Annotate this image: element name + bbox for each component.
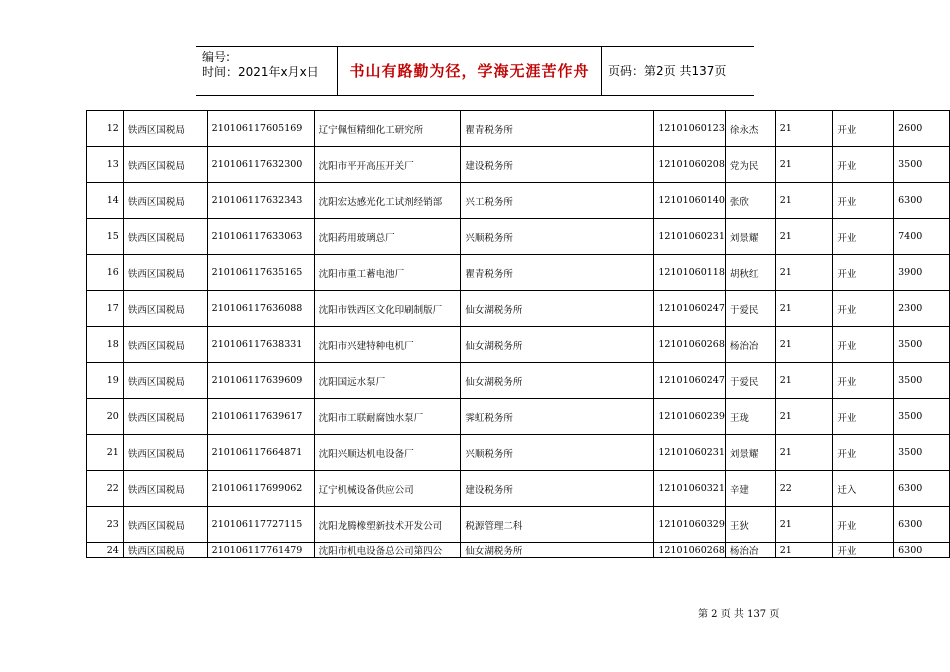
company-name-cell: 沈阳市平开高压开关厂 [314, 147, 461, 183]
tax-office-cell: 铁西区国税局 [123, 255, 207, 291]
type-code-cell: 21 [775, 147, 833, 183]
company-name-cell: 沈阳国远水泵厂 [314, 363, 461, 399]
table-row [87, 291, 950, 327]
type-code-cell: 21 [775, 435, 833, 471]
status-cell: 开业 [833, 363, 894, 399]
amount-cell: 2300 [894, 291, 950, 327]
tax-bureau-cell: 仙女湖税务所 [461, 291, 654, 327]
officer-name-cell: 于爱民 [725, 363, 775, 399]
type-code-cell: 21 [775, 399, 833, 435]
status-cell: 开业 [833, 435, 894, 471]
table-row [87, 363, 950, 399]
table-row [87, 183, 950, 219]
officer-name-cell: 刘景耀 [725, 435, 775, 471]
type-code-cell: 21 [775, 291, 833, 327]
amount-cell: 7400 [894, 219, 950, 255]
taxpayer-code-cell: 210106117605169 [207, 111, 314, 147]
tax-office-cell: 铁西区国税局 [123, 111, 207, 147]
tax-office-cell: 铁西区国税局 [123, 507, 207, 543]
company-name-cell: 辽宁佩恒精细化工研究所 [314, 111, 461, 147]
company-name-cell: 沈阳市机电设备总公司第四公 [314, 543, 461, 558]
taxpayer-code-cell: 210106117639609 [207, 363, 314, 399]
status-cell: 开业 [833, 147, 894, 183]
officer-id-cell: 12101060247 [654, 363, 726, 399]
tax-office-cell: 铁西区国税局 [123, 183, 207, 219]
officer-name-cell: 王狄 [725, 507, 775, 543]
officer-id-cell: 12101060231 [654, 219, 726, 255]
status-cell: 开业 [833, 543, 894, 558]
amount-cell: 3500 [894, 399, 950, 435]
table-row [87, 147, 950, 183]
amount-cell: 3900 [894, 255, 950, 291]
header-motto: 书山有路勤为径，学海无涯苦作舟 [349, 62, 590, 80]
tax-office-cell: 铁西区国税局 [123, 435, 207, 471]
row-index-cell: 22 [87, 471, 124, 507]
amount-cell: 6300 [894, 183, 950, 219]
taxpayer-code-cell: 210106117664871 [207, 435, 314, 471]
company-name-cell: 沈阳兴顺达机电设备厂 [314, 435, 461, 471]
amount-cell: 3500 [894, 147, 950, 183]
table-row [87, 327, 950, 363]
officer-id-cell: 12101060321 [654, 471, 726, 507]
taxpayer-code-cell: 210106117761479 [207, 543, 314, 558]
taxpayer-code-cell: 210106117699062 [207, 471, 314, 507]
row-index-cell: 24 [87, 543, 124, 558]
tax-bureau-cell: 瞿青税务所 [461, 111, 654, 147]
table-row [87, 219, 950, 255]
taxpayer-code-cell: 210106117638331 [207, 327, 314, 363]
tax-office-cell: 铁西区国税局 [123, 543, 207, 558]
company-name-cell: 辽宁机械设备供应公司 [314, 471, 461, 507]
row-index-cell: 15 [87, 219, 124, 255]
taxpayer-code-cell: 210106117635165 [207, 255, 314, 291]
officer-id-cell: 12101060118 [654, 255, 726, 291]
amount-cell: 3500 [894, 435, 950, 471]
header-divider [601, 47, 602, 95]
officer-name-cell: 杨治冶 [725, 327, 775, 363]
status-cell: 开业 [833, 111, 894, 147]
tax-bureau-cell: 仙女湖税务所 [461, 363, 654, 399]
company-name-cell: 沈阳市铁西区文化印刷制版厂 [314, 291, 461, 327]
row-index-cell: 17 [87, 291, 124, 327]
header-bottom-rule [196, 95, 754, 96]
type-code-cell: 21 [775, 255, 833, 291]
table-row [87, 471, 950, 507]
header-meta [202, 50, 319, 80]
table-row [87, 435, 950, 471]
tax-register-table [86, 110, 950, 558]
type-code-cell: 21 [775, 111, 833, 147]
row-index-cell: 14 [87, 183, 124, 219]
taxpayer-code-cell: 210106117632343 [207, 183, 314, 219]
officer-id-cell: 12101060140 [654, 183, 726, 219]
tax-bureau-cell: 建设税务所 [461, 147, 654, 183]
company-name-cell: 沈阳市重工蓄电池厂 [314, 255, 461, 291]
tax-bureau-cell: 税源管理二科 [461, 507, 654, 543]
row-index-cell: 16 [87, 255, 124, 291]
type-code-cell: 21 [775, 363, 833, 399]
officer-name-cell: 杨治冶 [725, 543, 775, 558]
tax-office-cell: 铁西区国税局 [123, 363, 207, 399]
tax-office-cell: 铁西区国税局 [123, 291, 207, 327]
officer-id-cell: 12101060329 [654, 507, 726, 543]
taxpayer-code-cell: 210106117636088 [207, 291, 314, 327]
officer-name-cell: 党为民 [725, 147, 775, 183]
officer-name-cell: 张欣 [725, 183, 775, 219]
page-footer: 第 2 页 共 137 页 [698, 609, 780, 620]
amount-cell: 6300 [894, 507, 950, 543]
company-name-cell: 沈阳药用玻璃总厂 [314, 219, 461, 255]
officer-name-cell: 刘景耀 [725, 219, 775, 255]
type-code-cell: 21 [775, 543, 833, 558]
tax-bureau-cell: 仙女湖税务所 [461, 327, 654, 363]
officer-name-cell: 王珑 [725, 399, 775, 435]
table-row [87, 111, 950, 147]
tax-office-cell: 铁西区国税局 [123, 147, 207, 183]
status-cell: 开业 [833, 327, 894, 363]
table-row [87, 507, 950, 543]
row-index-cell: 13 [87, 147, 124, 183]
tax-bureau-cell: 兴顺税务所 [461, 219, 654, 255]
type-code-cell: 22 [775, 471, 833, 507]
tax-office-cell: 铁西区国税局 [123, 327, 207, 363]
table-row [87, 255, 950, 291]
status-cell: 开业 [833, 219, 894, 255]
officer-id-cell: 12101060123 [654, 111, 726, 147]
status-cell: 迁入 [833, 471, 894, 507]
row-index-cell: 23 [87, 507, 124, 543]
status-cell: 开业 [833, 291, 894, 327]
header-number-label: 编号: [202, 50, 231, 64]
table-row [87, 399, 950, 435]
taxpayer-code-cell: 210106117727115 [207, 507, 314, 543]
amount-cell: 6300 [894, 471, 950, 507]
row-index-cell: 18 [87, 327, 124, 363]
status-cell: 开业 [833, 255, 894, 291]
header-top-rule [196, 46, 754, 47]
type-code-cell: 21 [775, 327, 833, 363]
row-index-cell: 19 [87, 363, 124, 399]
company-name-cell: 沈阳市兴建特种电机厂 [314, 327, 461, 363]
officer-id-cell: 12101060268 [654, 543, 726, 558]
officer-id-cell: 12101060239 [654, 399, 726, 435]
type-code-cell: 21 [775, 219, 833, 255]
amount-cell: 2600 [894, 111, 950, 147]
officer-id-cell: 12101060231 [654, 435, 726, 471]
officer-name-cell: 徐永杰 [725, 111, 775, 147]
tax-bureau-cell: 霁虹税务所 [461, 399, 654, 435]
type-code-cell: 21 [775, 183, 833, 219]
company-name-cell: 沈阳市工联耐腐蚀水泵厂 [314, 399, 461, 435]
amount-cell: 6300 [894, 543, 950, 558]
taxpayer-code-cell: 210106117633063 [207, 219, 314, 255]
tax-office-cell: 铁西区国税局 [123, 219, 207, 255]
status-cell: 开业 [833, 183, 894, 219]
company-name-cell: 沈阳龙腾橡塑新技术开发公司 [314, 507, 461, 543]
taxpayer-code-cell: 210106117639617 [207, 399, 314, 435]
amount-cell: 3500 [894, 327, 950, 363]
tax-bureau-cell: 兴工税务所 [461, 183, 654, 219]
tax-office-cell: 铁西区国税局 [123, 399, 207, 435]
status-cell: 开业 [833, 399, 894, 435]
tax-bureau-cell: 仙女湖税务所 [461, 543, 654, 558]
taxpayer-code-cell: 210106117632300 [207, 147, 314, 183]
header-time-label: 时间：2021年x月x日 [202, 65, 319, 79]
status-cell: 开业 [833, 507, 894, 543]
header-page-info: 页码：第2页 共137页 [608, 64, 727, 78]
officer-id-cell: 12101060268 [654, 327, 726, 363]
row-index-cell: 12 [87, 111, 124, 147]
row-index-cell: 21 [87, 435, 124, 471]
tax-bureau-cell: 瞿青税务所 [461, 255, 654, 291]
officer-id-cell: 12101060247 [654, 291, 726, 327]
tax-office-cell: 铁西区国税局 [123, 471, 207, 507]
row-index-cell: 20 [87, 399, 124, 435]
company-name-cell: 沈阳宏达感光化工试剂经销部 [314, 183, 461, 219]
amount-cell: 3500 [894, 363, 950, 399]
officer-id-cell: 12101060208 [654, 147, 726, 183]
tax-bureau-cell: 兴顺税务所 [461, 435, 654, 471]
page-header [196, 46, 754, 96]
type-code-cell: 21 [775, 507, 833, 543]
tax-bureau-cell: 建设税务所 [461, 471, 654, 507]
table-row [87, 543, 950, 558]
officer-name-cell: 辛建 [725, 471, 775, 507]
officer-name-cell: 胡秋红 [725, 255, 775, 291]
officer-name-cell: 于爱民 [725, 291, 775, 327]
